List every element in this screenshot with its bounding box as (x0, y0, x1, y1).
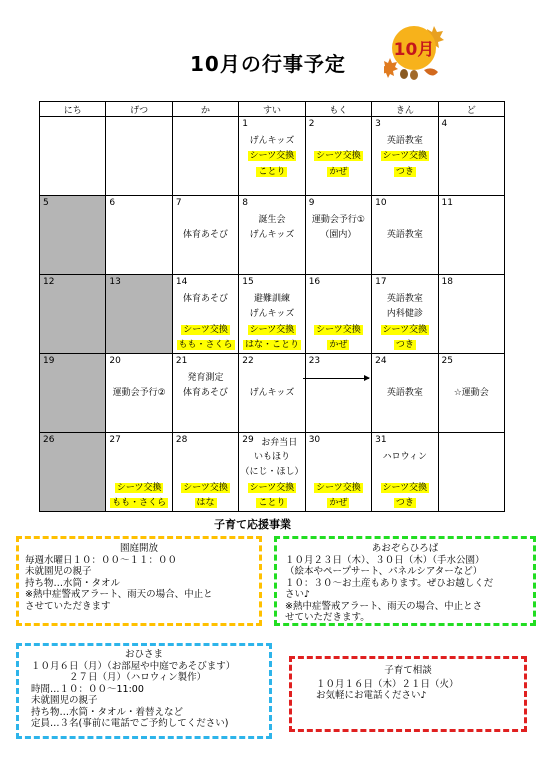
sheet-change-label: シーツ交換 (316, 483, 361, 493)
calendar-day-cell (106, 196, 172, 275)
calendar-day-cell (239, 117, 305, 196)
event-label: （園内） (320, 230, 357, 240)
sheet-change-label: シーツ交換 (382, 483, 428, 493)
day-number: 4 (441, 119, 448, 129)
sheet-change-label: もも・さくら (178, 340, 233, 350)
day-number: 31 (375, 435, 387, 445)
garden-open-line: ※熱中症警戒アラート、雨天の場合、中止と (25, 589, 213, 600)
day-number: 14 (175, 277, 188, 287)
calendar-day-cell (172, 117, 238, 196)
sheet-change-label: シーツ交換 (316, 325, 361, 335)
consultation-box (289, 656, 527, 732)
day-number: 1 (242, 119, 248, 129)
aozora-line: ※熱中症警戒アラート、雨天の場合、中止とさ (285, 600, 483, 612)
acorn-icon (400, 69, 408, 79)
aozora-line: せていただきます。 (285, 612, 370, 623)
event-label: 英語教室 (386, 136, 423, 146)
day-number: 15 (242, 277, 254, 287)
calendar-day-cell (438, 433, 504, 512)
event-label: ☆運動会 (453, 388, 489, 398)
calendar-day-cell (372, 117, 438, 196)
garden-open-line: 持ち物…水筒・タオル (25, 577, 121, 589)
event-label: 英語教室 (386, 230, 423, 240)
calendar-day-cell (40, 196, 106, 275)
event-label: 体育あそび (183, 388, 229, 398)
sheet-change-label: シーツ交換 (382, 151, 428, 161)
page-title: 10月の行事予定 (190, 52, 346, 76)
event-label: 体育あそび (183, 230, 229, 240)
calendar-day-cell (40, 117, 106, 196)
ohisama-line: １０月６日（月）（お部屋や中庭であそびます） (31, 660, 236, 672)
calendar-day-cell (372, 275, 438, 354)
garden-open-line: 毎週水曜日１０：００～１１：００ (25, 554, 178, 566)
event-label: いもほり (253, 452, 290, 462)
calendar-day-cell (305, 433, 371, 512)
day-number: 27 (109, 435, 121, 445)
ohisama-line: 定員…３名(事前に電話でご予約してください) (31, 718, 229, 729)
sheet-change-label: つき (395, 498, 414, 508)
weekday-header: げつ (106, 102, 172, 117)
calendar-day-cell (372, 354, 438, 433)
sheet-change-label: シーツ交換 (249, 483, 295, 493)
day-number: 18 (441, 277, 453, 287)
calendar-day-cell (239, 354, 305, 433)
calendar-day-cell (438, 354, 504, 433)
event-label: 英語教室 (386, 388, 423, 398)
consultation-title: 子育て相談 (384, 665, 432, 676)
garden-open-line: させていただきます (25, 600, 111, 612)
day-number: 26 (43, 435, 55, 445)
sheet-change-label: つき (395, 167, 414, 177)
sheet-change-label: かぜ (329, 498, 348, 508)
event-calendar (39, 101, 505, 512)
event-label: げんキッズ (249, 136, 295, 146)
day-number: 2 (308, 119, 315, 129)
support-section-title: 子育て応援事業 (214, 518, 291, 531)
sheet-change-label: シーツ交換 (249, 151, 295, 161)
calendar-day-cell (40, 354, 106, 433)
weekday-header: もく (305, 102, 371, 117)
day-number: 12 (43, 277, 55, 287)
day-number: 7 (175, 198, 182, 208)
event-label: げんキッズ (249, 309, 295, 319)
day-number: 17 (375, 277, 387, 287)
event-label: 発育測定 (187, 373, 224, 383)
calendar-day-cell (106, 433, 172, 512)
calendar-day-cell (305, 275, 371, 354)
calendar-day-cell (372, 196, 438, 275)
sheet-change-label: シーツ交換 (116, 483, 162, 493)
day-number: 6 (109, 198, 116, 208)
day-number: 16 (308, 277, 321, 287)
weekday-header: きん (372, 102, 438, 117)
sheet-change-label: はな・ことり (244, 340, 299, 350)
calendar-day-cell (172, 433, 238, 512)
maple-leaf-icon (384, 58, 398, 78)
calendar-day-cell (305, 196, 371, 275)
day-number: 3 (375, 119, 381, 129)
sheet-change-label: ことり (258, 498, 286, 508)
calendar-day-cell (172, 196, 238, 275)
event-label: 避難訓練 (253, 294, 290, 304)
calendar-day-cell (172, 275, 238, 354)
day-inline-note: お弁当日 (261, 438, 298, 448)
day-number: 22 (242, 356, 254, 366)
calendar-day-cell (239, 275, 305, 354)
calendar-day-cell (172, 354, 238, 433)
sheet-change-label: かぜ (329, 340, 348, 350)
calendar-day-cell (438, 275, 504, 354)
ohisama-line: 時間…１０：００～11:00 (31, 683, 144, 695)
ohisama-box (16, 643, 272, 739)
day-number: 25 (441, 356, 453, 366)
day-number: 11 (441, 198, 453, 208)
sheet-change-label: シーツ交換 (183, 483, 228, 493)
day-number: 30 (308, 435, 321, 445)
sheet-change-label: もも・さくら (112, 498, 167, 508)
event-label: げんキッズ (249, 388, 295, 398)
aozora-line: １０月２３日（木）、３０日（木）（手水公園） (285, 554, 485, 566)
calendar-day-cell (239, 196, 305, 275)
sheet-change-label: かぜ (329, 167, 348, 177)
sheet-change-label: ことり (258, 167, 286, 177)
calendar-day-cell (305, 354, 371, 433)
weekday-header: すい (239, 102, 305, 117)
event-label: 内科健診 (386, 309, 423, 319)
calendar-day-cell (106, 354, 172, 433)
event-label: 英語教室 (386, 294, 423, 304)
consultation-line: お気軽にお電話ください♪ (316, 690, 427, 701)
badge-text: 10月 (393, 40, 435, 60)
event-label: ハロウィン (382, 452, 428, 462)
garden-open-box (16, 536, 262, 626)
aozora-line: １０：３０～お土産もあります。ぜひお越しくだ (285, 577, 494, 589)
day-number: 19 (43, 356, 55, 366)
event-label: 運動会予行② (112, 388, 166, 398)
weekday-header: か (172, 102, 238, 117)
ohisama-line: 未就園児の親子 (31, 695, 98, 706)
leaf-icon (424, 68, 438, 75)
acorn-icon (410, 70, 418, 80)
day-number: 13 (109, 277, 121, 287)
aozora-line: さい♪ (285, 589, 311, 600)
day-number: 10 (375, 198, 387, 208)
day-number: 5 (43, 198, 49, 208)
calendar-day-cell (305, 117, 371, 196)
calendar-day-cell (106, 275, 172, 354)
event-label: （にじ・ほし） (240, 467, 304, 477)
garden-open-line: 未就園児の親子 (25, 566, 92, 577)
day-number: 21 (175, 356, 188, 366)
sheet-change-label: シーツ交換 (316, 151, 361, 161)
calendar-day-cell (372, 433, 438, 512)
event-label: 体育あそび (183, 294, 229, 304)
sheet-change-label: シーツ交換 (183, 325, 228, 335)
day-number: 9 (308, 198, 315, 208)
event-label: 誕生会 (258, 215, 286, 225)
aozora-hiroba-box (274, 536, 536, 626)
sheet-change-label: つき (395, 340, 414, 350)
consultation-line: １０月１６日（木）２１日（火） (316, 678, 459, 690)
calendar-day-cell (239, 433, 305, 512)
calendar-day-cell (438, 196, 504, 275)
ohisama-title: おひさま (124, 649, 163, 660)
event-label: げんキッズ (249, 230, 295, 240)
ohisama-line: 持ち物…水筒・タオル・着替えなど (31, 706, 184, 718)
calendar-day-cell (438, 117, 504, 196)
event-label: 運動会予行① (311, 215, 365, 225)
weekday-header: にち (40, 102, 106, 117)
day-number: 20 (109, 356, 121, 366)
aozora-line: （絵本やペープサート、パネルシアターなど） (285, 566, 483, 577)
aozora-hiroba-title: あおぞらひろば (371, 543, 439, 554)
day-number: 8 (242, 198, 248, 208)
weekday-header: ど (438, 102, 504, 117)
day-number: 23 (308, 356, 321, 366)
garden-open-title: 園庭開放 (119, 543, 158, 554)
calendar-day-cell (106, 117, 172, 196)
calendar-day-cell (40, 275, 106, 354)
october-badge (384, 22, 444, 82)
day-number: 24 (375, 356, 387, 366)
calendar-day-cell (40, 433, 106, 512)
sheet-change-label: はな (196, 498, 215, 508)
ohisama-line: ２７日（月）（ハロウィン製作） (69, 672, 207, 683)
sheet-change-label: シーツ交換 (382, 325, 428, 335)
day-number: 28 (175, 435, 188, 445)
sheet-change-label: シーツ交換 (249, 325, 295, 335)
day-number: 29 (242, 435, 254, 445)
